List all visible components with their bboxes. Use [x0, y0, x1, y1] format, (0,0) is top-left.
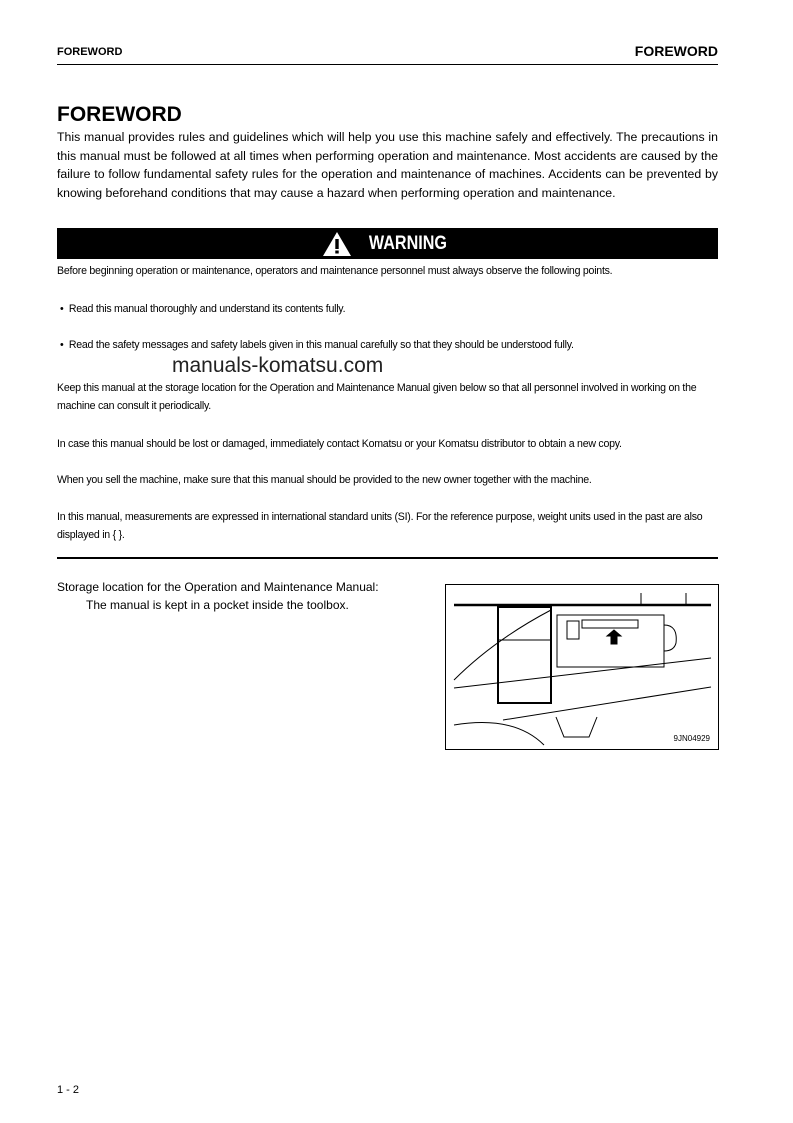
storage-text: The manual is kept in a pocket inside the toolbox. — [86, 598, 349, 612]
warning-body — [57, 262, 718, 559]
warning-banner — [57, 228, 718, 259]
figure-id: 9JN04929 — [673, 734, 710, 743]
warning-paragraph: When you sell the machine, make sure that this manual should be provided to the new owner together with the machine. — [57, 474, 592, 486]
warning-triangle-icon — [322, 231, 352, 257]
header-right: FOREWORD — [634, 43, 718, 59]
intro-paragraph: This manual provides rules and guidelines which will help you use this machine safely and effectively. The precautions in this manual must be followed at all times when performing operation and maintenance. Most accidents are caused by the failure to follow fundamental safety rules for the operation and maintenance of machines. Accidents can be prevented by knowing beforehand conditions that may cause a hazard when performing operation and maintenance. — [57, 130, 718, 201]
warning-paragraph: Keep this manual at the storage location for the Operation and Maintenance Manual given below so that all personnel involved in working on the machine can consult it periodically. — [57, 381, 697, 412]
warning-lead: Before beginning operation or maintenance, operators and maintenance personnel must always observe the following points. — [57, 265, 613, 277]
storage-label: Storage location for the Operation and Maintenance Manual: — [57, 580, 379, 594]
warning-paragraph: In this manual, measurements are expressed in international standard units (SI). For the reference purpose, weight units used in the past are also displayed in { }. — [57, 510, 703, 541]
warning-label: WARNING — [368, 232, 447, 254]
header-rule — [57, 64, 718, 65]
header-left: FOREWORD — [57, 46, 123, 58]
warning-paragraph: In case this manual should be lost or damaged, immediately contact Komatsu or your Komatsu distributor to obtain a new copy. — [57, 437, 622, 450]
bullet-text: Read this manual thoroughly and understand its contents fully. — [68, 302, 346, 315]
bullet-text: Read the safety messages and safety labels given in this manual carefully so that they should be understood fully. — [68, 339, 574, 351]
storage-location — [57, 578, 379, 614]
toolbox-illustration — [446, 585, 717, 748]
page-number: 1 - 2 — [57, 1084, 80, 1096]
section-rule — [57, 557, 718, 559]
page-title: FOREWORD — [57, 103, 182, 126]
toolbox-figure — [445, 584, 719, 750]
bullet-item: • Read the safety messages and safety labels given in this manual carefully so that they should be understood fully. — [60, 339, 574, 351]
bullet-item: • Read this manual thoroughly and understand its contents fully. — [60, 302, 346, 315]
watermark: manuals-komatsu.com — [172, 353, 384, 377]
